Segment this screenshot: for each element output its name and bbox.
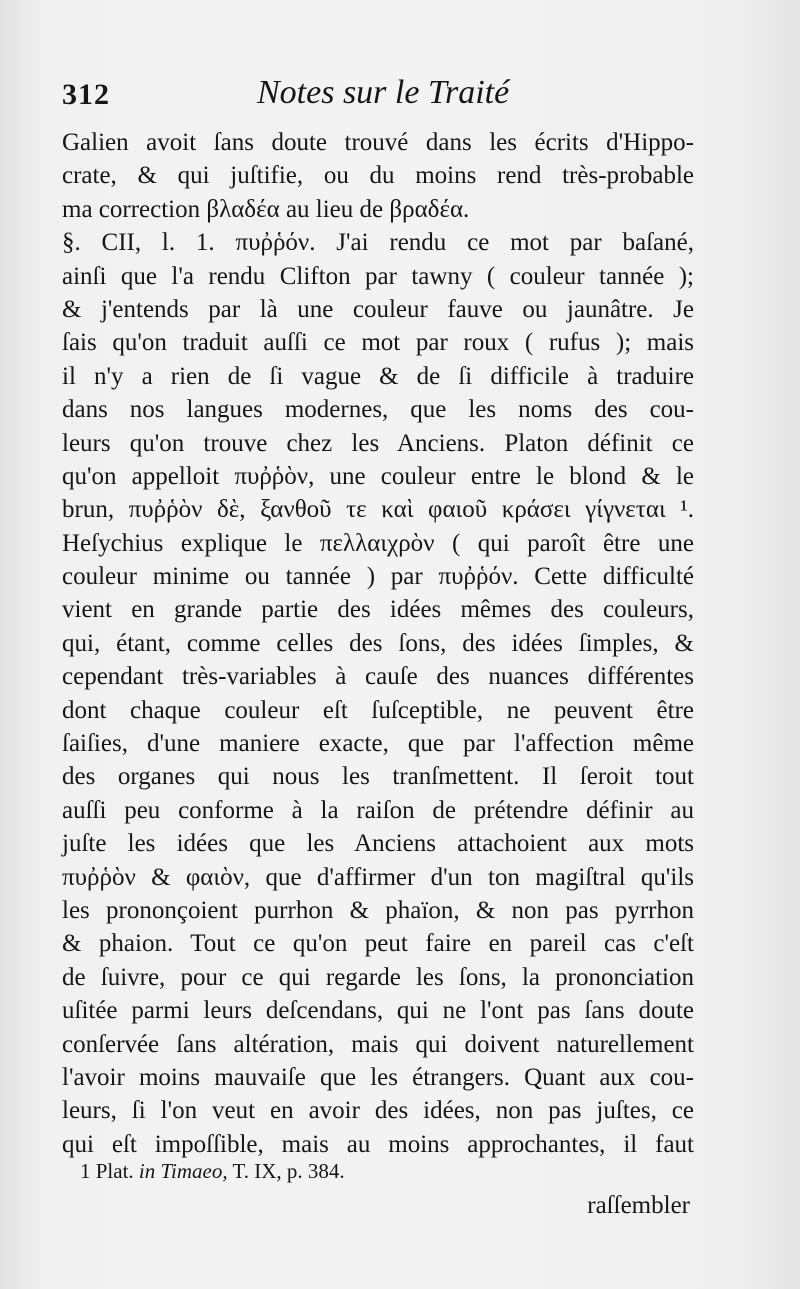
text-line: conſervée ſans altération, mais qui doivent naturellement: [62, 1030, 694, 1058]
footnote-text-italic: in Timaeo,: [138, 1159, 228, 1183]
text-line: qui, étant, comme celles des ſons, des idées ſimples, &: [62, 629, 694, 657]
text-line: ſais qu'on traduit auſſi ce mot par roux ( rufus ); mais: [62, 329, 694, 357]
page-number: 312: [62, 78, 110, 111]
text-line: des organes qui nous les tranſmettent. Il ſeroit tout: [62, 763, 694, 791]
text-line: brun, πυῤῥὸν δὲ, ξανθοῦ τε καὶ φαιοῦ κράσει γίγνεται ¹.: [62, 496, 694, 524]
text-line: les prononçoient purrhon & phaïon, & non pas pyrrhon: [62, 896, 694, 924]
text-line: dont chaque couleur eſt ſuſceptible, ne peuvent être: [62, 696, 694, 724]
text-line: Galien avoit ſans doute trouvé dans les écrits d'Hippo-: [62, 129, 694, 156]
text-line: qui eſt impoſſible, mais au moins approchantes, il faut: [62, 1130, 694, 1158]
text-line: crate, & qui juſtifie, ou du moins rend très-probable: [62, 162, 694, 190]
text-line: cependant très-variables à cauſe des nuances différentes: [62, 663, 694, 691]
text-line: & j'entends par là une couleur fauve ou jaunâtre. Je: [62, 295, 694, 323]
text-line: leurs, ſi l'on veut en avoir des idées, non pas juſtes, ce: [62, 1097, 694, 1125]
text-line: ma correction βλαδέα au lieu de βραδέα.: [62, 195, 470, 223]
text-line: couleur minime ou tannée ) par πυῤῥόν. Cette difficulté: [62, 563, 694, 591]
footnote-text-end: T. IX, p. 384.: [227, 1159, 345, 1183]
catchword: raſſembler: [587, 1192, 690, 1219]
text-line: §. CII, l. 1. πυῤῥόν. J'ai rendu ce mot par baſané,: [62, 229, 694, 257]
footnote: [80, 1159, 345, 1184]
text-line: & phaion. Tout ce qu'on peut faire en pareil cas c'eſt: [62, 930, 694, 958]
text-line: πυῤῥὸν & φαιὸν, que d'affirmer d'un ton magiſtral qu'ils: [62, 863, 694, 891]
text-line: l'avoir moins mauvaiſe que les étrangers. Quant aux cou-: [62, 1063, 694, 1091]
text-line: ainſi que l'a rendu Clifton par tawny ( couleur tannée );: [62, 262, 694, 290]
text-line: juſte les idées que les Anciens attachoient aux mots: [62, 830, 694, 858]
text-line: dans nos langues modernes, que les noms des cou-: [62, 396, 694, 424]
text-line: de ſuivre, pour ce qui regarde les ſons, la prononciation: [62, 963, 694, 991]
text-line: vient en grande partie des idées mêmes des couleurs,: [62, 596, 694, 624]
text-line: auſſi peu conforme à la raiſon de prétendre définir au: [62, 796, 694, 824]
text-line: uſitée parmi leurs deſcendans, qui ne l'ont pas ſans doute: [62, 997, 694, 1025]
running-head: [62, 74, 702, 114]
footnote-text-start: Plat.: [95, 1159, 139, 1183]
text-line: leurs qu'on trouve chez les Anciens. Platon définit ce: [62, 429, 694, 457]
running-title: Notes sur le Traité: [257, 74, 510, 111]
body-text: [62, 126, 694, 1161]
text-line: Heſychius explique le πελλαιχρὸν ( qui paroît être une: [62, 529, 694, 557]
text-line: il n'y a rien de ſi vague & de ſi difficile à traduire: [62, 362, 694, 390]
text-line: qu'on appelloit πυῤῥὸν, une couleur entre le blond & le: [62, 462, 694, 490]
footnote-marker: 1: [80, 1159, 91, 1183]
text-line: ſaiſies, d'une maniere exacte, que par l'affection même: [62, 730, 694, 758]
